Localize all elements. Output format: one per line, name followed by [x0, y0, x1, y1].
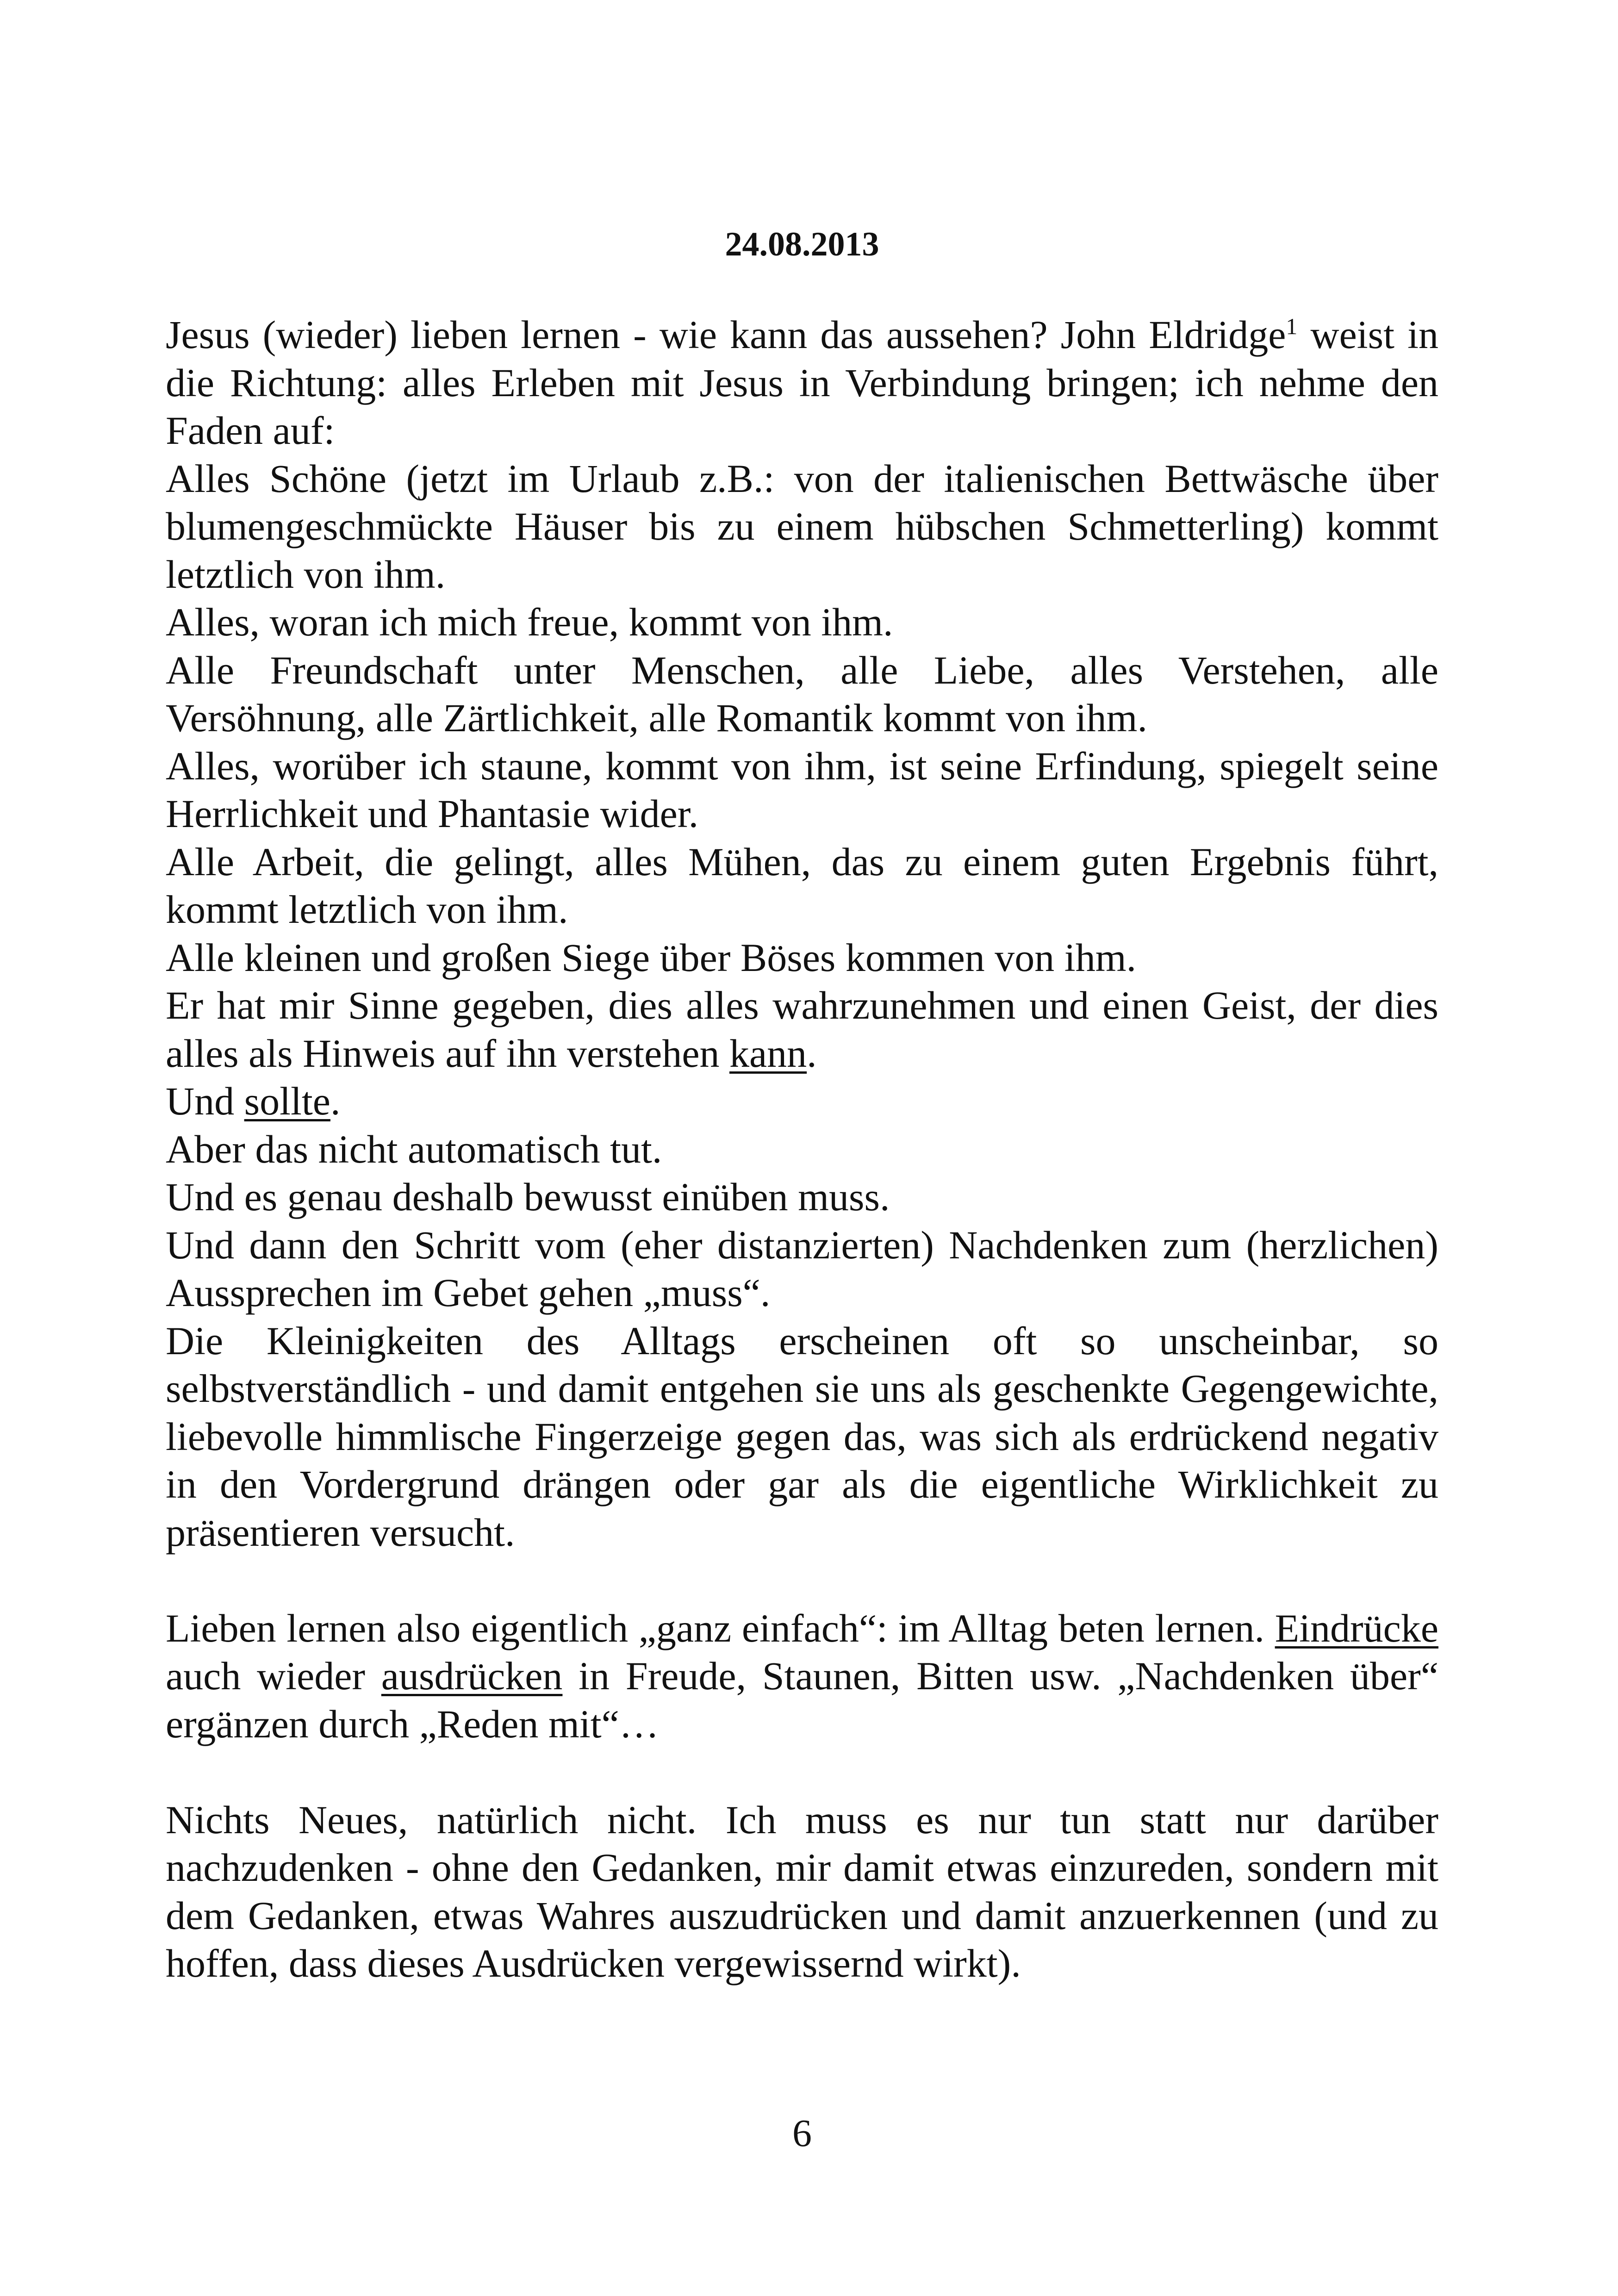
paragraph-nothing-new: Nichts Neues, natürlich nicht. Ich muss es nur tun statt nur darüber nachzudenken - ohne den Gedanken, mir damit etwas einzureden, sondern mit dem Gedanken, etwas Wahres auszudrücken und damit anzuerkennen (und zu hoffen, dass dieses Ausdrücken vergewissernd wirkt).	[166, 1797, 1438, 1985]
body-text	[166, 311, 1438, 1988]
paragraph-spacer	[166, 1748, 1438, 1796]
paragraph-victories: Alle kleinen und großen Siege über Böses kommen von ihm.	[166, 935, 1137, 980]
paragraph-should	[166, 1077, 1438, 1126]
intro-text-start: Jesus (wieder) lieben lernen - wie kann das aussehen? John Eldridge	[166, 312, 1286, 357]
underlined-word-sollte: sollte	[244, 1079, 330, 1123]
paragraph-learning-love	[166, 1605, 1438, 1748]
paragraph-joy: Alles, woran ich mich freue, kommt von ihm.	[166, 600, 893, 644]
paragraph-prayer-step: Und dann den Schritt vom (eher distanzierten) Nachdenken zum (herzlichen) Aussprechen im Gebet gehen „muss“.	[166, 1222, 1438, 1315]
learning-love-text-c: in Freude, Staunen, Bitten usw. „Nachdenken über“ ergänzen durch „Reden mit“…	[166, 1654, 1438, 1746]
underlined-word-kann: kann	[729, 1031, 807, 1076]
paragraph-everyday-details: Die Kleinigkeiten des Alltags erscheinen oft so unscheinbar, so selbstverständlich - und damit entgehen sie uns als geschenkte Gegengewichte, liebevolle himmlische Fingerzeige gegen das, was sich als erdrückend negativ in den Vordergrund drängen oder gar als die eigentliche Wirklichkeit zu präsentieren versucht.	[166, 1318, 1438, 1555]
senses-period: .	[807, 1031, 817, 1076]
paragraph-senses	[166, 982, 1438, 1077]
paragraph-work: Alle Arbeit, die gelingt, alles Mühen, das zu einem guten Ergebnis führt, kommt letztlich von ihm.	[166, 839, 1438, 932]
paragraph-beauty: Alles Schöne (jetzt im Urlaub z.B.: von der italienischen Bettwäsche über blumengeschmückte Häuser bis zu einem hübschen Schmetterling) kommt letztlich von ihm.	[166, 456, 1438, 597]
learning-love-text-b: auch wieder	[166, 1654, 381, 1698]
underlined-word-eindruecke: Eindrücke	[1275, 1605, 1438, 1650]
should-period: .	[330, 1079, 341, 1123]
senses-text: Er hat mir Sinne gegeben, dies alles wahrzunehmen und einen Geist, der dies alles als Hinweis auf ihn verstehen	[166, 983, 1438, 1076]
intro-text-end: weist in die Richtung: alles Erleben mit Jesus in Verbindung bringen; ich nehme den Faden auf:	[166, 312, 1438, 453]
paragraph-intro	[166, 311, 1438, 455]
paragraph-friendship: Alle Freundschaft unter Menschen, alle Liebe, alles Verstehen, alle Versöhnung, alle Zärtlichkeit, alle Romantik kommt von ihm.	[166, 647, 1438, 740]
paragraph-wonder: Alles, worüber ich staune, kommt von ihm, ist seine Erfindung, spiegelt seine Herrlichkeit und Phantasie wider.	[166, 743, 1438, 836]
date-heading: 24.08.2013	[725, 225, 879, 263]
paragraph-spacer	[166, 1556, 1438, 1605]
paragraph-practice: Und es genau deshalb bewusst einüben muss.	[166, 1175, 890, 1219]
page-number: 6	[792, 2112, 812, 2155]
footnote-reference[interactable]: 1	[1286, 313, 1298, 339]
learning-love-text-a: Lieben lernen also eigentlich „ganz einfach“: im Alltag beten lernen.	[166, 1605, 1275, 1650]
document-page	[166, 0, 1438, 2296]
underlined-word-ausdruecken: ausdrücken	[381, 1654, 563, 1698]
paragraph-not-automatic: Aber das nicht automatisch tut.	[166, 1126, 662, 1171]
should-text: Und	[166, 1079, 244, 1123]
